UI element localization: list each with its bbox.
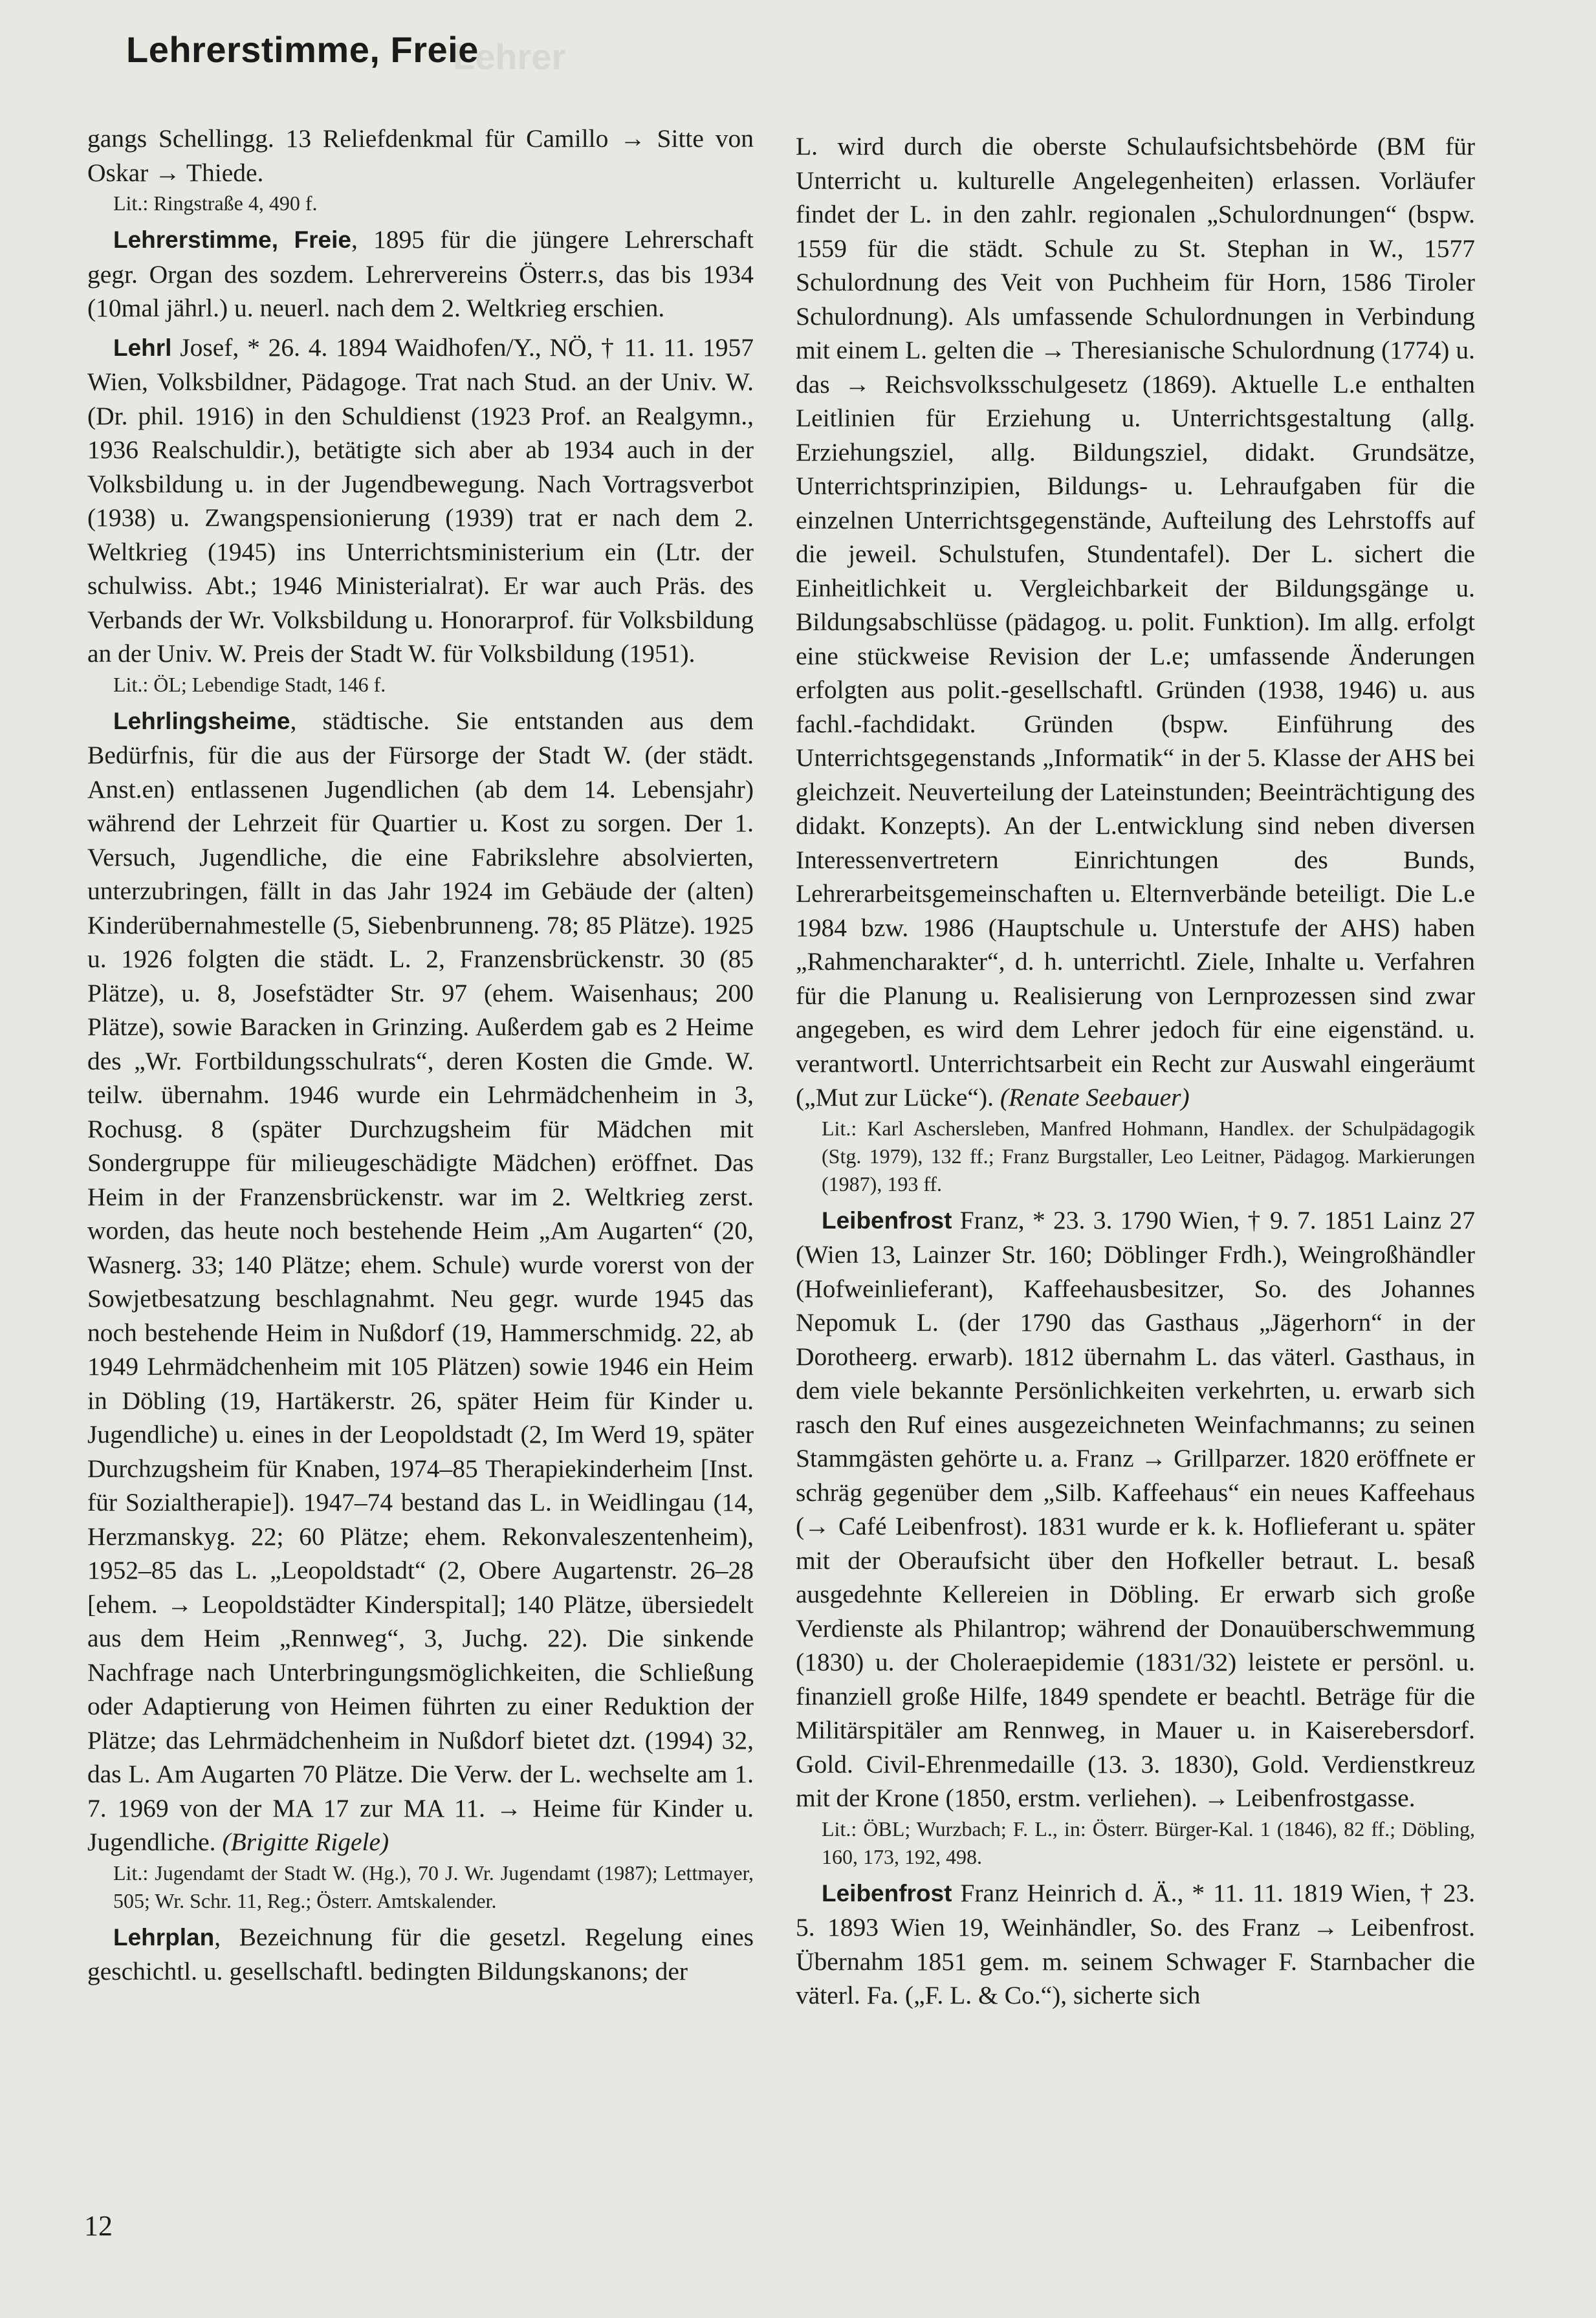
right-column xyxy=(796,129,1475,2013)
entry-text: , städtische. Sie entstanden aus dem Bedürfnis, für die aus der Fürsorge der Stadt W. (der städt. Anst.en) entlassenen Jugendlichen (ab dem 14. Lebensjahr) während der Lehrzeit für Quartier u. Kost zu sorgen. Der 1. Versuch, Jugendliche, die eine Fabrikslehre absolvierten, unterzubringen, fällt in das Jahr 1924 im Gebäude der (alten) Kinderübernahmestelle (5, Siebenbrunneng. 78; 85 Plätze). 1925 u. 1926 folgten die städt. L. 2, Franzensbrückenstr. 30 (85 Plätze), u. 8, Josefstädter Str. 97 (ehem. Waisenhaus; 200 Plätze), sowie Baracken in Grinzing. Außerdem gab es 2 Heime des „Wr. Fortbildungsschulrats“, deren Kosten die Gmde. W. teilw. übernahm. 1946 wurde ein Lehrmädchenheim in 3, Rochusg. 8 (später Durchzugsheim für Mädchen mit Sondergruppe für milieugeschädigte Mädchen) eröffnet. Das Heim in der Franzensbrückenstr. war im 2. Weltkrieg zerst. worden, das heute noch bestehende Heim „Am Augarten“ (20, Wasnerg. 33; 140 Plätze; ehem. Schule) wurde vorerst von der Sowjetbesatzung beschlagnahmt. Neu gegr. wurde 1945 das noch bestehende Heim in Nußdorf (19, Hammerschmidg. 22, ab 1949 Lehrmädchenheim mit 105 Plätzen) sowie 1946 ein Heim in Döbling (19, Hartäkerstr. 26, später Heim für Kinder u. Jugendliche) u. eines in der Leopoldstadt (2, Im Werd 19, später Durchzugsheim für Knaben, 1974–85 Therapiekinderheim [Inst. für Sozialtherapie]). 1947–74 bestand das L. in Weidlingau (14, Herzmanskyg. 22; 60 Plätze; ehem. Rekonvaleszentenheim), 1952–85 das L. „Leopoldstadt“ (2, Obere Augartenstr. 26–28 [ehem. → Leopoldstädter Kinderspital]; 140 Plätze, übersiedelt aus dem Heim „Rennweg“, 3, Juchg. 22). Die sinkende Nachfrage nach Unterbringungsmöglichkeiten, die Schließung oder Adaptierung von Heimen führten zu einer Reduktion der Plätze; das Lehrmädchenheim in Nußdorf bietet dzt. (1994) 32, das L. Am Augarten 70 Plätze. Die Verw. der L. wechselte am 1. 7. 1969 von der MA 17 zur MA 11. → Heime für Kinder u. Jugendliche. xyxy=(87,706,754,1856)
entry-headword: Lehrl xyxy=(113,334,172,361)
entry-leibenfrost-franz xyxy=(796,1203,1475,1815)
left-column xyxy=(87,122,754,1989)
literature-note: Lit.: Jugendamt der Stadt W. (Hg.), 70 J. Wr. Jugendamt (1987); Lettmayer, 505; Wr. Schr. 11, Reg.; Österr. Amtskalender. xyxy=(113,1861,754,1912)
entry-headword: Leibenfrost xyxy=(822,1207,952,1234)
entry-author: (Brigitte Rigele) xyxy=(222,1828,389,1856)
entry-headword: Lehrplan xyxy=(113,1923,215,1951)
entry-headword: Lehrerstimme, Freie xyxy=(113,226,351,253)
literature-note: Lit.: ÖBL; Wurzbach; F. L., in: Österr. Bürger-Kal. 1 (1846), 82 ff.; Döbling, 160, 173, 192, 498. xyxy=(822,1817,1475,1868)
literature-note: Lit.: Karl Aschersleben, Manfred Hohmann, Handlex. der Schulpädagogik (Stg. 1979), 132 ff.; Franz Burgstaller, Leo Leitner, Pädagog. Markierungen (1987), 193 ff. xyxy=(822,1116,1475,1196)
entry-lehrerstimme xyxy=(87,223,754,325)
entry-text: Josef, * 26. 4. 1894 Waidhofen/Y., NÖ, † 11. 11. 1957 Wien, Volksbildner, Pädagoge. Trat nach Stud. an der Univ. W. (Dr. phil. 1916) in den Schuldienst (1923 Prof. an Realgymn., 1936 Realschuldir.), betätigte sich aber ab 1934 auch in der Volksbildung u. in der Jugendbewegung. Nach Vortragsverbot (1938) u. Zwangspensionierung (1939) trat er nach dem 2. Weltkrieg (1945) ins Unterrichtsministerium ein (Ltr. der schulwiss. Abt.; 1946 Ministerialrat). Er war auch Präs. des Verbands der Wr. Volksbildung u. Honorarprof. für Volksbildung an der Univ. W. Preis der Stadt W. für Volksbildung (1951). xyxy=(87,333,754,668)
literature-note: Lit.: ÖL; Lebendige Stadt, 146 f. xyxy=(113,672,386,696)
entry-text: , Bezeichnung für die gesetzl. Regelung eines geschichtl. u. gesellschaftl. bedingten Bildungskanons; der xyxy=(87,1922,754,1985)
page-number: 12 xyxy=(84,2210,113,2242)
entry-author: (Renate Seebauer) xyxy=(1000,1083,1190,1111)
running-head: Lehrerstimme, Freie xyxy=(126,29,479,70)
entry-text: Franz Heinrich d. Ä., * 11. 11. 1819 Wien, † 23. 5. 1893 Wien 19, Weinhändler, So. des Franz → Leibenfrost. Übernahm 1851 gem. m. seinem Schwager F. Starnbacher die väterl. Fa. („F. L. & Co.“), sicherte sich xyxy=(796,1878,1475,2009)
paragraph xyxy=(796,129,1475,1115)
entry-headword: Lehrlingsheime xyxy=(113,707,290,734)
paragraph-text: L. wird durch die oberste Schulaufsichtsbehörde (BM für Unterricht u. kulturelle Angelegenheiten) erlassen. Vorläufer findet der L. in den zahlr. regionalen „Schulordnungen“ (bspw. 1559 für die städt. Schule zu St. Stephan in W., 1577 Schulordnung des Veit von Puchheim für Horn, 1586 Tiroler Schulordnung). Als umfassende Schulordnungen in Verbindung mit einem L. gelten die → Theresianische Schulordnung (1774) u. das → Reichsvolksschulgesetz (1869). Aktuelle L.e enthalten Leitlinien für Erziehung u. Unterrichtsgestaltung (allg. Erziehungsziel, allg. Bildungsziel, didakt. Grundsätze, Unterrichtsprinzipien, Bildungs- u. Lehraufgaben für die einzelnen Unterrichtsgegenstände, Aufteilung des Lehrstoffs auf die jeweil. Schulstufen, Stundentafel). Der L. sichert die Einheitlichkeit u. Vergleichbarkeit der Bildungsgänge u. Bildungsabschlüsse (pädagog. u. polit. Funktion). Im allg. erfolgt eine stückweise Revision der L.e; umfassende Änderungen erfolgten aus polit.-gesellschaftl. Gründen (1938, 1946) u. aus fachl.-fachdidakt. Gründen (bspw. Einführung des Unterrichtsgegenstands „Informatik“ in der 5. Klasse der AHS bei gleichzeit. Neuverteilung der Lateinstunden; Beeinträchtigung des didakt. Konzepts). An der L.entwicklung sind neben diversen Interessenvertretern Einrichtungen des Bunds, Lehrerarbeitsgemeinschaften u. Elternverbände beteiligt. Die L.e 1984 bzw. 1986 (Hauptschule u. Unterstufe der AHS) haben „Rahmencharakter“, d. h. unterrichtl. Ziele, Inhalte u. Verfahren für die Planung u. Realisierung von Lernprozessen sind zwar angegeben, es wird dem Lehrer jedoch für eine eigenständ. u. verantwortl. Unterrichtsarbeit ein Recht zur Auswahl eingeräumt („Mut zur Lücke“). xyxy=(796,132,1475,1111)
entry-text: Franz, * 23. 3. 1790 Wien, † 9. 7. 1851 Lainz 27 (Wien 13, Lainzer Str. 160; Döblinger Frdh.), Weingroßhändler (Hofweinlieferant), Kaffeehausbesitzer, So. des Johannes Nepomuk L. (der 1790 das Gasthaus „Jägerhorn“ in der Dorotheerg. erwarb). 1812 übernahm L. das väterl. Gasthaus, in dem viele bekannte Persönlichkeiten verkehrten, u. erwarb sich rasch den Ruf eines ausgezeichneten Weinfachmanns; zu seinen Stammgästen gehörte u. a. Franz → Grillparzer. 1820 eröffnete er schräg gegenüber dem „Silb. Kaffeehaus“ ein neues Kaffeehaus (→ Café Leibenfrost). 1831 wurde er k. k. Hoflieferant u. später mit der Oberaufsicht über den Hofkeller betraut. L. besaß ausgedehnte Kellereien in Döbling. Er erwarb sich große Verdienste als Philantrop; während der Donauüberschwemmung (1830) u. der Choleraepidemie (1831/32) leistete er persönl. u. finanziell große Hilfe, 1849 spendete er beachtl. Beträge für die Militärspitäler am Rennweg, in Mauer u. in Kaiserebersdorf. Gold. Civil-Ehrenmedaille (13. 3. 1830), Gold. Verdienstkreuz mit der Krone (1850, erstm. verliehen). → Leibenfrostgasse. xyxy=(796,1205,1475,1812)
entry-leibenfrost-franz-heinrich xyxy=(796,1876,1475,2013)
entry-text: , 1895 für die jüngere Lehrerschaft gegr. Organ des sozdem. Lehrervereins Österr.s, das bis 1934 (10mal jährl.) u. neuerl. nach dem 2. Weltkrieg erschien. xyxy=(87,225,754,322)
entry-lehrlingsheime xyxy=(87,704,754,1859)
literature-note: Lit.: Ringstraße 4, 490 f. xyxy=(113,191,318,215)
entry-lehrl xyxy=(87,331,754,671)
entry-headword: Leibenfrost xyxy=(822,1879,952,1907)
paragraph: gangs Schellingg. 13 Reliefdenkmal für Camillo → Sitte von Oskar → Thiede. xyxy=(87,124,754,187)
entry-lehrplan xyxy=(87,1920,754,1989)
show-through-heading: Lehrer xyxy=(453,36,566,77)
